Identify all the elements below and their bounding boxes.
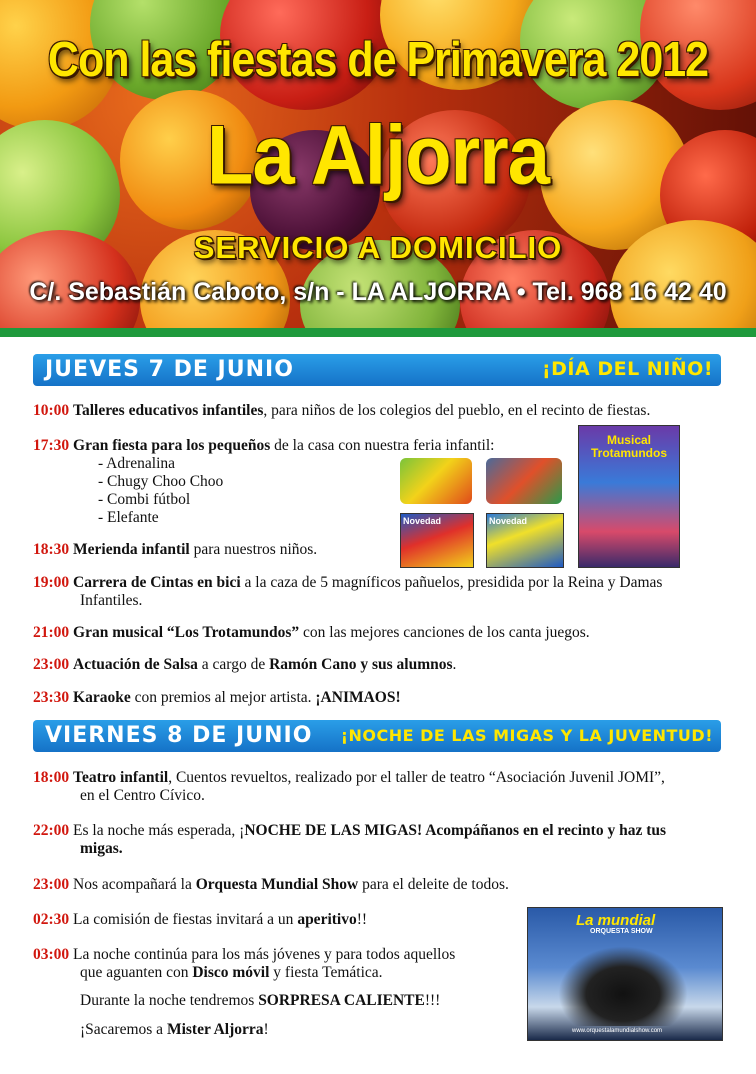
obstacle-inflatable-image: Novedad — [486, 513, 564, 568]
attraction-item: - Elefante — [98, 509, 159, 526]
event-row: 10:00 Talleres educativos infantiles, para niños de los colegios del pueblo, en el recinto de fiestas. — [33, 402, 651, 419]
brand-title: La Aljorra — [207, 108, 549, 203]
day1-header — [33, 354, 721, 386]
bouncy-castle-image — [400, 458, 472, 504]
event-row: 18:00 Teatro infantil, Cuentos revueltos, realizado por el taller de teatro “Asociación Juvenil JOMI”, en el Centro Cívico. — [33, 769, 665, 804]
event-row: 23:00 Actuación de Salsa a cargo de Ramón Cano y sus alumnos. — [33, 656, 457, 673]
extra-note: Durante la noche tendremos SORPRESA CALIENTE!!! — [80, 992, 441, 1009]
header-text — [0, 0, 756, 330]
event-row: 18:30 Merienda infantil para nuestros niños. — [33, 541, 318, 558]
header-banner — [0, 0, 756, 330]
bouncy-slide-image: Novedad — [400, 513, 474, 568]
band-members-silhouette — [558, 946, 688, 1026]
attraction-item: - Combi fútbol — [98, 491, 191, 508]
day2-theme: ¡NOCHE DE LAS MIGAS Y LA JUVENTUD! — [340, 726, 713, 745]
address-line: C/. Sebastián Caboto, s/n - LA ALJORRA • Tel. 968 16 42 40 — [29, 278, 727, 306]
musical-poster-image: Musical Trotamundos — [578, 425, 680, 568]
event-row: 23:30 Karaoke con premios al mejor artista. ¡ANIMAOS! — [33, 689, 401, 706]
train-inflatable-image — [486, 458, 562, 504]
day2-header — [33, 720, 721, 752]
day1-theme: ¡DÍA DEL NIÑO! — [542, 358, 713, 380]
service-line: SERVICIO A DOMICILIO — [193, 230, 563, 265]
event-row: 21:00 Gran musical “Los Trotamundos” con las mejores canciones de los canta juegos. — [33, 624, 590, 641]
event-row: 02:30 La comisión de fiestas invitará a un aperitivo!! — [33, 911, 368, 928]
day1-title: JUEVES 7 DE JUNIO — [45, 357, 294, 382]
divider-bar — [0, 328, 756, 337]
band-photo-image: La mundial ORQUESTA SHOW www.orquestalamundialshow.com — [527, 907, 723, 1041]
event-row: 19:00 Carrera de Cintas en bici a la caza de 5 magníficos pañuelos, presidida por la Reina y Damas Infantiles. — [33, 574, 663, 609]
event-row: 23:00 Nos acompañará la Orquesta Mundial Show para el deleite de todos. — [33, 876, 509, 893]
event-row: 22:00 Es la noche más esperada, ¡NOCHE DE LAS MIGAS! Acompáñanos en el recinto y haz tus migas. — [33, 822, 667, 857]
event-row: 03:00 La noche continúa para los más jóvenes y para todos aquellos que aguanten con Disco móvil y fiesta Temática. — [33, 946, 456, 981]
attraction-item: - Adrenalina — [98, 455, 176, 472]
attraction-item: - Chugy Choo Choo — [98, 473, 224, 490]
extra-note: ¡Sacaremos a Mister Aljorra! — [80, 1021, 269, 1038]
subtitle-line: Con las fiestas de Primavera 2012 — [47, 32, 709, 88]
day2-title: VIERNES 8 DE JUNIO — [45, 723, 313, 748]
event-row: 17:30 Gran fiesta para los pequeños de la casa con nuestra feria infantil: — [33, 437, 495, 454]
